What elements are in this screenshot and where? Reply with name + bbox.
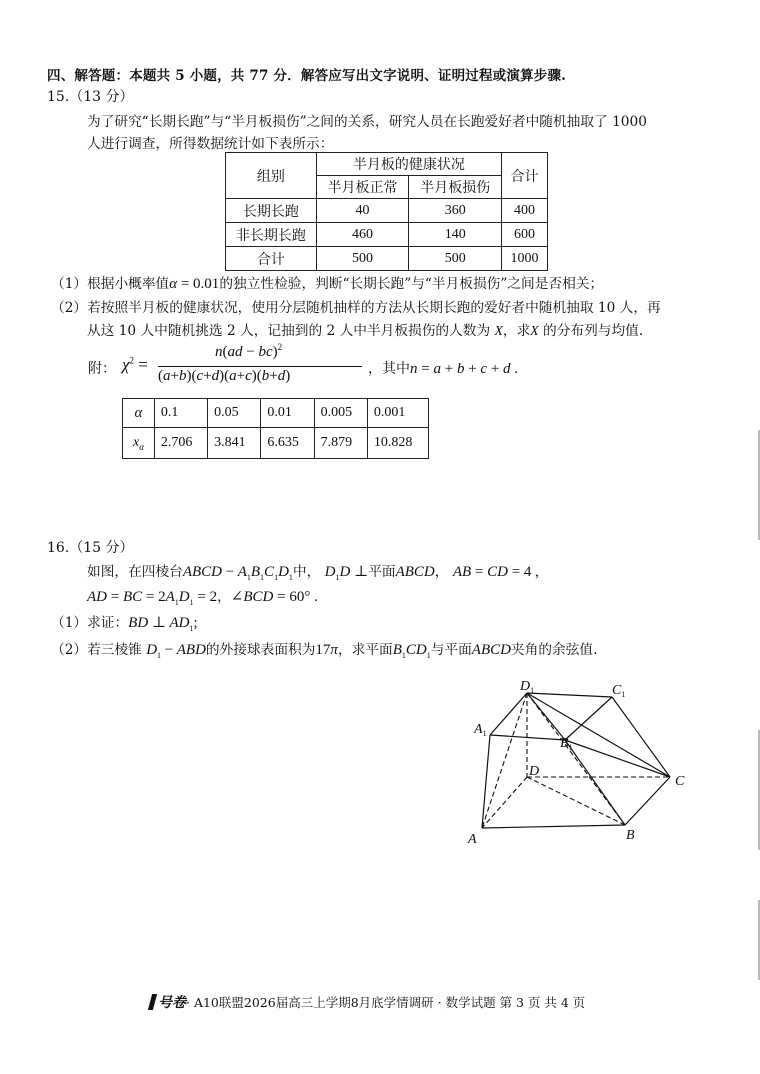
cell-normal: 460 xyxy=(316,223,409,247)
edge-d1b-hidden xyxy=(527,693,625,825)
q16-line1-a: 如图，在四棱台 xyxy=(87,564,183,580)
q15-part2-line1: （2）若按照半月板的健康状况，使用分层随机抽样的方法从长期长跑的爱好者中随机抽取 10 人，再 xyxy=(51,300,661,316)
edge-ab xyxy=(482,825,625,828)
label-a: A xyxy=(468,832,477,847)
contingency-table xyxy=(225,152,548,271)
footer xyxy=(150,992,585,1012)
q15-part1-a: （1）根据小概率值 xyxy=(51,276,170,292)
row-label: 长期长跑 xyxy=(226,199,317,223)
alpha-value: 0.001 xyxy=(367,399,428,428)
table-header-health: 半月板的健康状况 xyxy=(316,153,501,176)
cell-injured: 140 xyxy=(409,223,502,247)
edge-c1c xyxy=(612,697,670,777)
row-label: 非长期长跑 xyxy=(226,223,317,247)
table-header-normal: 半月板正常 xyxy=(316,176,409,199)
q16-number: 16.（15 分） xyxy=(47,540,134,556)
frustum-figure xyxy=(460,675,700,850)
x-value: 10.828 xyxy=(367,428,428,459)
x-value: 6.635 xyxy=(261,428,314,459)
row-label: 合计 xyxy=(226,247,317,271)
pyramid-name: $D_1$ − ABD xyxy=(146,642,206,660)
var-X: X xyxy=(494,323,503,338)
alpha-value: 0.05 xyxy=(208,399,261,428)
plane-b1cd1: $B_1CD_1$ xyxy=(392,642,431,660)
var-X: X xyxy=(530,323,539,338)
edge-a1a xyxy=(482,735,490,828)
appendix-where-text: ，其中 xyxy=(368,361,410,377)
q16-line1-b: 中， xyxy=(292,564,321,580)
q16-part1-text: （1）求证： xyxy=(51,615,129,631)
appendix-label: 附： xyxy=(88,361,116,377)
edge-d1a1 xyxy=(490,693,527,735)
table-row xyxy=(226,247,548,271)
alpha-condition: α = 0.01 xyxy=(169,276,220,292)
q15-part2-line2 xyxy=(87,319,643,339)
ab-cd-length: AB = CD = 4 , xyxy=(452,564,539,580)
surface-area: 17π xyxy=(315,642,338,658)
label-d1: $D_1$ xyxy=(520,679,535,695)
q16-line2-sep: ， xyxy=(217,589,231,605)
cell-normal: 500 xyxy=(316,247,409,271)
q16-part2-a: （2）若三棱锥 xyxy=(51,642,142,658)
frustum-name: ABCD − $A_1B_1C_1D_1$ xyxy=(182,564,293,582)
x-value: 2.706 xyxy=(154,428,207,459)
x-alpha-row xyxy=(123,428,429,459)
section-header: 四、解答题：本题共 5 小题，共 77 分．解答应写出文字说明、证明过程或演算步骤. xyxy=(47,68,567,84)
table-header-injured: 半月板损伤 xyxy=(409,176,502,199)
alpha-value: 0.005 xyxy=(314,399,367,428)
table-header-group: 组别 xyxy=(226,153,317,199)
q15-part2-b: ，求 xyxy=(502,323,531,339)
cell-total: 600 xyxy=(502,223,548,247)
x-value: 7.879 xyxy=(314,428,367,459)
q15-part2-c: 的分布列与均值. xyxy=(543,323,644,339)
table-header-total: 合计 xyxy=(502,153,548,199)
cell-injured: 360 xyxy=(409,199,502,223)
q15-part1-b: 的独立性检验，判断“长期长跑”与“半月板损伤”之间是否相关； xyxy=(219,276,604,292)
q16-line1 xyxy=(87,560,539,582)
alpha-value: 0.01 xyxy=(261,399,314,428)
q16-part1 xyxy=(51,611,198,633)
label-b: B xyxy=(626,828,635,843)
q16-part2-b: 的外接球表面积为 xyxy=(205,642,316,658)
cell-injured: 500 xyxy=(409,247,502,271)
q16-part2-c: ，求平面 xyxy=(337,642,393,658)
label-a1: $A_1$ xyxy=(474,722,487,738)
formula-fraction-bar xyxy=(158,366,362,367)
label-c1: $C_1$ xyxy=(612,683,626,699)
bd-perp-ad1: BD ⊥ $AD_1$; xyxy=(128,615,198,633)
edge-b1c1 xyxy=(565,697,612,740)
q15-number: 15.（13 分） xyxy=(47,89,134,105)
critical-value-table xyxy=(122,398,429,459)
plane-abcd-2: ABCD xyxy=(471,642,511,658)
d1d-perp: $D_1D$ ⊥ xyxy=(324,564,369,582)
edge-d1c xyxy=(527,693,670,777)
table-row xyxy=(226,223,548,247)
formula-denominator: (a+b)(c+d)(a+c)(b+d) xyxy=(158,368,291,384)
q16-part2-e: 夹角的余弦值. xyxy=(510,642,598,658)
footer-logo-mark xyxy=(148,994,157,1010)
footer-text: · A10联盟2026届高三上学期8月底学情调研 · 数学试题 第 3 页 共 4 页 xyxy=(186,995,586,1010)
formula-numerator: n(ad − bc)$^2$ xyxy=(215,342,283,360)
x-alpha-symbol: $x_\alpha$ xyxy=(123,428,155,459)
q16-part2 xyxy=(51,638,597,660)
q16-part2-d: 与平面 xyxy=(430,642,472,658)
alpha-value: 0.1 xyxy=(154,399,207,428)
q16-line2: AD = BC = $2A_1D_1 = 2$，∠BCD = 60° . xyxy=(87,589,318,607)
label-b1: $B_1$ xyxy=(560,736,573,752)
alpha-symbol: α xyxy=(123,399,155,428)
appendix-where xyxy=(368,358,518,378)
footer-brand: 号卷 xyxy=(158,995,186,1011)
x-value: 3.841 xyxy=(208,428,261,459)
edge-bc xyxy=(625,777,670,825)
q15-intro-line1: 为了研究“长期长跑”与“半月板损伤”之间的关系，研究人员在长跑爱好者中随机抽取了 1000 xyxy=(87,114,647,130)
label-d: D xyxy=(529,764,540,779)
cell-total: 400 xyxy=(502,199,548,223)
plane-abcd: ABCD xyxy=(395,564,435,580)
edge-d1c1 xyxy=(527,693,612,697)
chi-square-symbol: $\chi^2$ = xyxy=(122,355,148,374)
alpha-row xyxy=(123,399,429,428)
q15-intro-line2: 人进行调查，所得数据统计如下表所示： xyxy=(87,136,334,152)
cell-total: 1000 xyxy=(502,247,548,271)
q16-line1-c: 平面 xyxy=(368,564,396,580)
q15-part1 xyxy=(51,272,603,293)
q16-line1-d: ， xyxy=(434,564,449,580)
edge-db-hidden xyxy=(527,777,625,825)
table-row xyxy=(226,199,548,223)
q15-part2-a: 从这 10 人中随机挑选 2 人，记抽到的 2 人中半月板损伤的人数为 xyxy=(87,323,491,339)
edge-da-hidden xyxy=(482,777,527,828)
cell-normal: 40 xyxy=(316,199,409,223)
n-definition: n = a + b + c + d . xyxy=(410,361,519,377)
label-c: C xyxy=(675,774,685,789)
edge-d1a-hidden xyxy=(482,693,527,828)
